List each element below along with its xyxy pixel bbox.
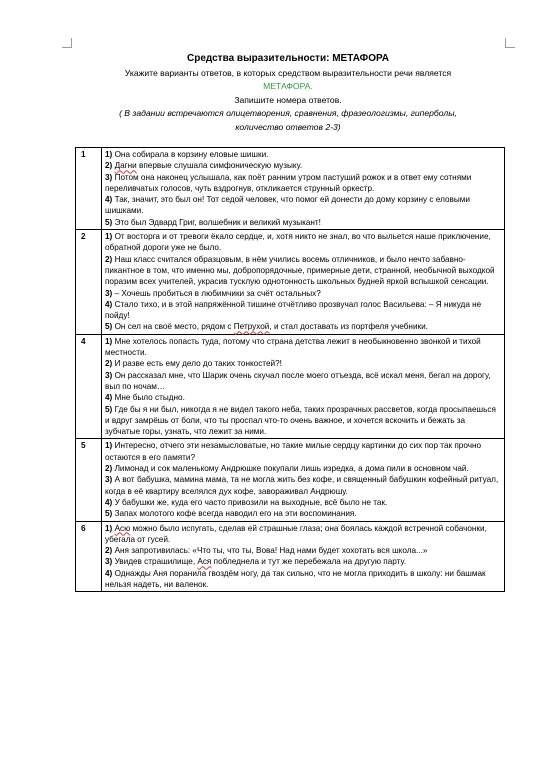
option-item [105, 556, 501, 567]
task-row [76, 521, 505, 592]
option-item [105, 194, 501, 217]
option-item [105, 440, 501, 463]
option-item [105, 497, 501, 508]
option-item [105, 404, 501, 438]
option-text: Однажды Аня поранила гвоздём ногу, да так сильно, что не могла приходить в школу: ни башмак нельзя надеть, ни валенок. [105, 568, 486, 589]
task-options [102, 230, 505, 335]
option-number: 1) [105, 523, 113, 533]
option-number: 5) [105, 322, 113, 332]
option-number: 4) [105, 497, 113, 507]
option-number: 1) [105, 441, 113, 451]
tasks-table [75, 147, 505, 592]
option-item [105, 370, 501, 393]
option-text: Лимонад и сок маленькому Андрюшке покупали лишь изредка, а дома пили в основном чай. [114, 464, 469, 474]
option-item [105, 217, 501, 228]
highlighted-term: МЕТАФОРА. [263, 81, 313, 91]
option-text: Она собирала в корзину еловые шишки. [114, 150, 269, 159]
option-number: 2) [105, 254, 113, 264]
option-number: 5) [105, 509, 113, 519]
task-row [76, 334, 505, 439]
option-item [105, 321, 501, 332]
task-options [102, 439, 505, 521]
option-number: 2) [105, 161, 113, 171]
task-row [76, 439, 505, 521]
option-item [105, 254, 501, 288]
option-item [105, 149, 501, 160]
option-text: Асю можно было испугать, сделав ей страшные глаза; она боялась каждой встречной собачонки, убегала от гусей. [105, 523, 487, 544]
option-text: – Хочешь пробиться в любимчики за счёт остальных? [114, 288, 321, 298]
task-options [102, 148, 505, 230]
option-number: 2) [105, 546, 113, 556]
option-text: Потом она наконец услышала, как поёт ранним утром пастуший рожок и в ответ ему сотнями переливчатых голосов, чуть вздрогнув, откликается струнный оркестр. [105, 172, 472, 193]
option-text: Увидев страшилище, Ася побледнела и тут же перебежала на другую парту. [114, 557, 407, 567]
task-number: 2 [76, 230, 102, 335]
option-number: 4) [105, 568, 113, 578]
option-text: Мне хотелось попасть туда, потому что страна детства лежит в необыкновенно звонкой и тихой местности. [105, 336, 481, 358]
option-text: От восторга и от тревоги ёкало сердце, и, хотя никто не знал, во что выльется наше приключение, обратной дороги уже не было. [105, 232, 491, 253]
option-text: У бабушки же, куда его часто привозили на выходные, всё было не так. [114, 497, 388, 507]
note-line-1: ( В задании встречаются олицетворения, сравнения, фразеологизмы, гиперболы, [119, 108, 457, 118]
page-corner-mark-right [505, 38, 515, 48]
option-item [105, 463, 501, 474]
option-number: 3) [105, 475, 113, 485]
option-text: Стало тихо, и в этой напряжённой тишине отчётливо прозвучал голос Васильева: – Я никуда не пойду! [105, 299, 482, 321]
option-text: Интересно, отчего эти незамысловатые, но такие милые сердцу картинки до сих пор так прочно остаются в его памяти? [105, 441, 482, 462]
task-row [76, 230, 505, 335]
option-number: 1) [105, 150, 113, 159]
option-number: 2) [105, 464, 113, 474]
option-item [105, 288, 501, 299]
option-item [105, 231, 501, 254]
option-text: Мне было стыдно. [114, 393, 185, 403]
option-number: 3) [105, 172, 113, 182]
option-item [105, 474, 501, 497]
option-item [105, 160, 501, 171]
option-text: Он сел на своё место, рядом с Петрухой, и стал доставать из портфеля учебники. [114, 322, 428, 332]
option-text: Это был Эдвард Григ, волшебник и великий музыкант! [114, 217, 321, 227]
instruction-write-numbers: Запишите номера ответов. [234, 94, 342, 105]
option-text: И разве есть ему дело до таких тонкостей?! [114, 359, 282, 369]
option-number: 4) [105, 195, 113, 205]
option-number: 4) [105, 299, 113, 309]
option-number: 4) [105, 393, 113, 403]
option-number: 5) [105, 404, 113, 414]
page-title: Средства выразительности: МЕТАФОРА [187, 53, 389, 64]
option-text: А вот бабушка, мамина мама, та не могла жить без кофе, и священный бабушкин кофейный ритуал, когда в её квартиру вселялся дух кофе, завораживал Андрюшу. [105, 475, 499, 496]
note-line-2: количество ответов 2-3) [235, 121, 341, 132]
option-item [105, 508, 501, 519]
option-number: 3) [105, 557, 113, 567]
option-text: Он рассказал мне, что Шарик очень скучал после моего отъезда, всё искал меня, бегал на дорогу, выл по ночам… [105, 370, 491, 391]
task-options [102, 521, 505, 592]
option-number: 2) [105, 359, 113, 369]
assignment-header [70, 52, 506, 134]
page-corner-mark-left [62, 38, 72, 48]
task-number: 4 [76, 334, 102, 439]
instruction-line: Укажите варианты ответов, в которых средством выразительности речи является [124, 67, 452, 78]
option-number: 1) [105, 232, 113, 242]
option-item [105, 336, 501, 359]
option-item [105, 545, 501, 556]
option-number: 3) [105, 370, 113, 380]
option-item [105, 172, 501, 195]
option-text: Так, значит, это был он! Тот седой человек, что помог ей донести до дому корзину с еловыми шишками. [105, 195, 470, 216]
option-text: Где бы я ни был, никогда я не видел такого неба, таких прозрачных рассветов, когда просыпаешься и вдруг замрёшь от боли, что ты проспал что-то очень важное, и хочется вскочить и бежать за зубчатые горы, узнать, что лежит за ними. [105, 404, 496, 437]
option-text: Запах молотого кофе всегда наводил его на эти воспоминания. [114, 509, 357, 519]
option-number: 5) [105, 217, 113, 227]
option-text: Наш класс считался образцовым, в нём учились восемь отличников, и было нечто забавно-пикантное в том, что именно мы, добропорядочные, примерные дети, странной, необычной выходкой поразим всех учителей, украсив тусклую однотонность школьных будней яркой вспышкой сенсации. [105, 254, 495, 287]
option-text: Дагни впервые слушала симфоническую музыку. [114, 161, 303, 171]
option-item [105, 358, 501, 369]
option-number: 3) [105, 288, 113, 298]
option-item [105, 392, 501, 403]
option-item [105, 568, 501, 591]
option-text: Аня запротивилась: «Что ты, что ты, Вова! Над нами будет хохотать вся школа...» [114, 546, 428, 556]
task-row [76, 148, 505, 230]
option-item [105, 299, 501, 322]
task-options [102, 334, 505, 439]
option-item [105, 523, 501, 546]
option-number: 1) [105, 336, 113, 346]
task-number: 5 [76, 439, 102, 521]
task-number: 6 [76, 521, 102, 592]
task-number: 1 [76, 148, 102, 230]
